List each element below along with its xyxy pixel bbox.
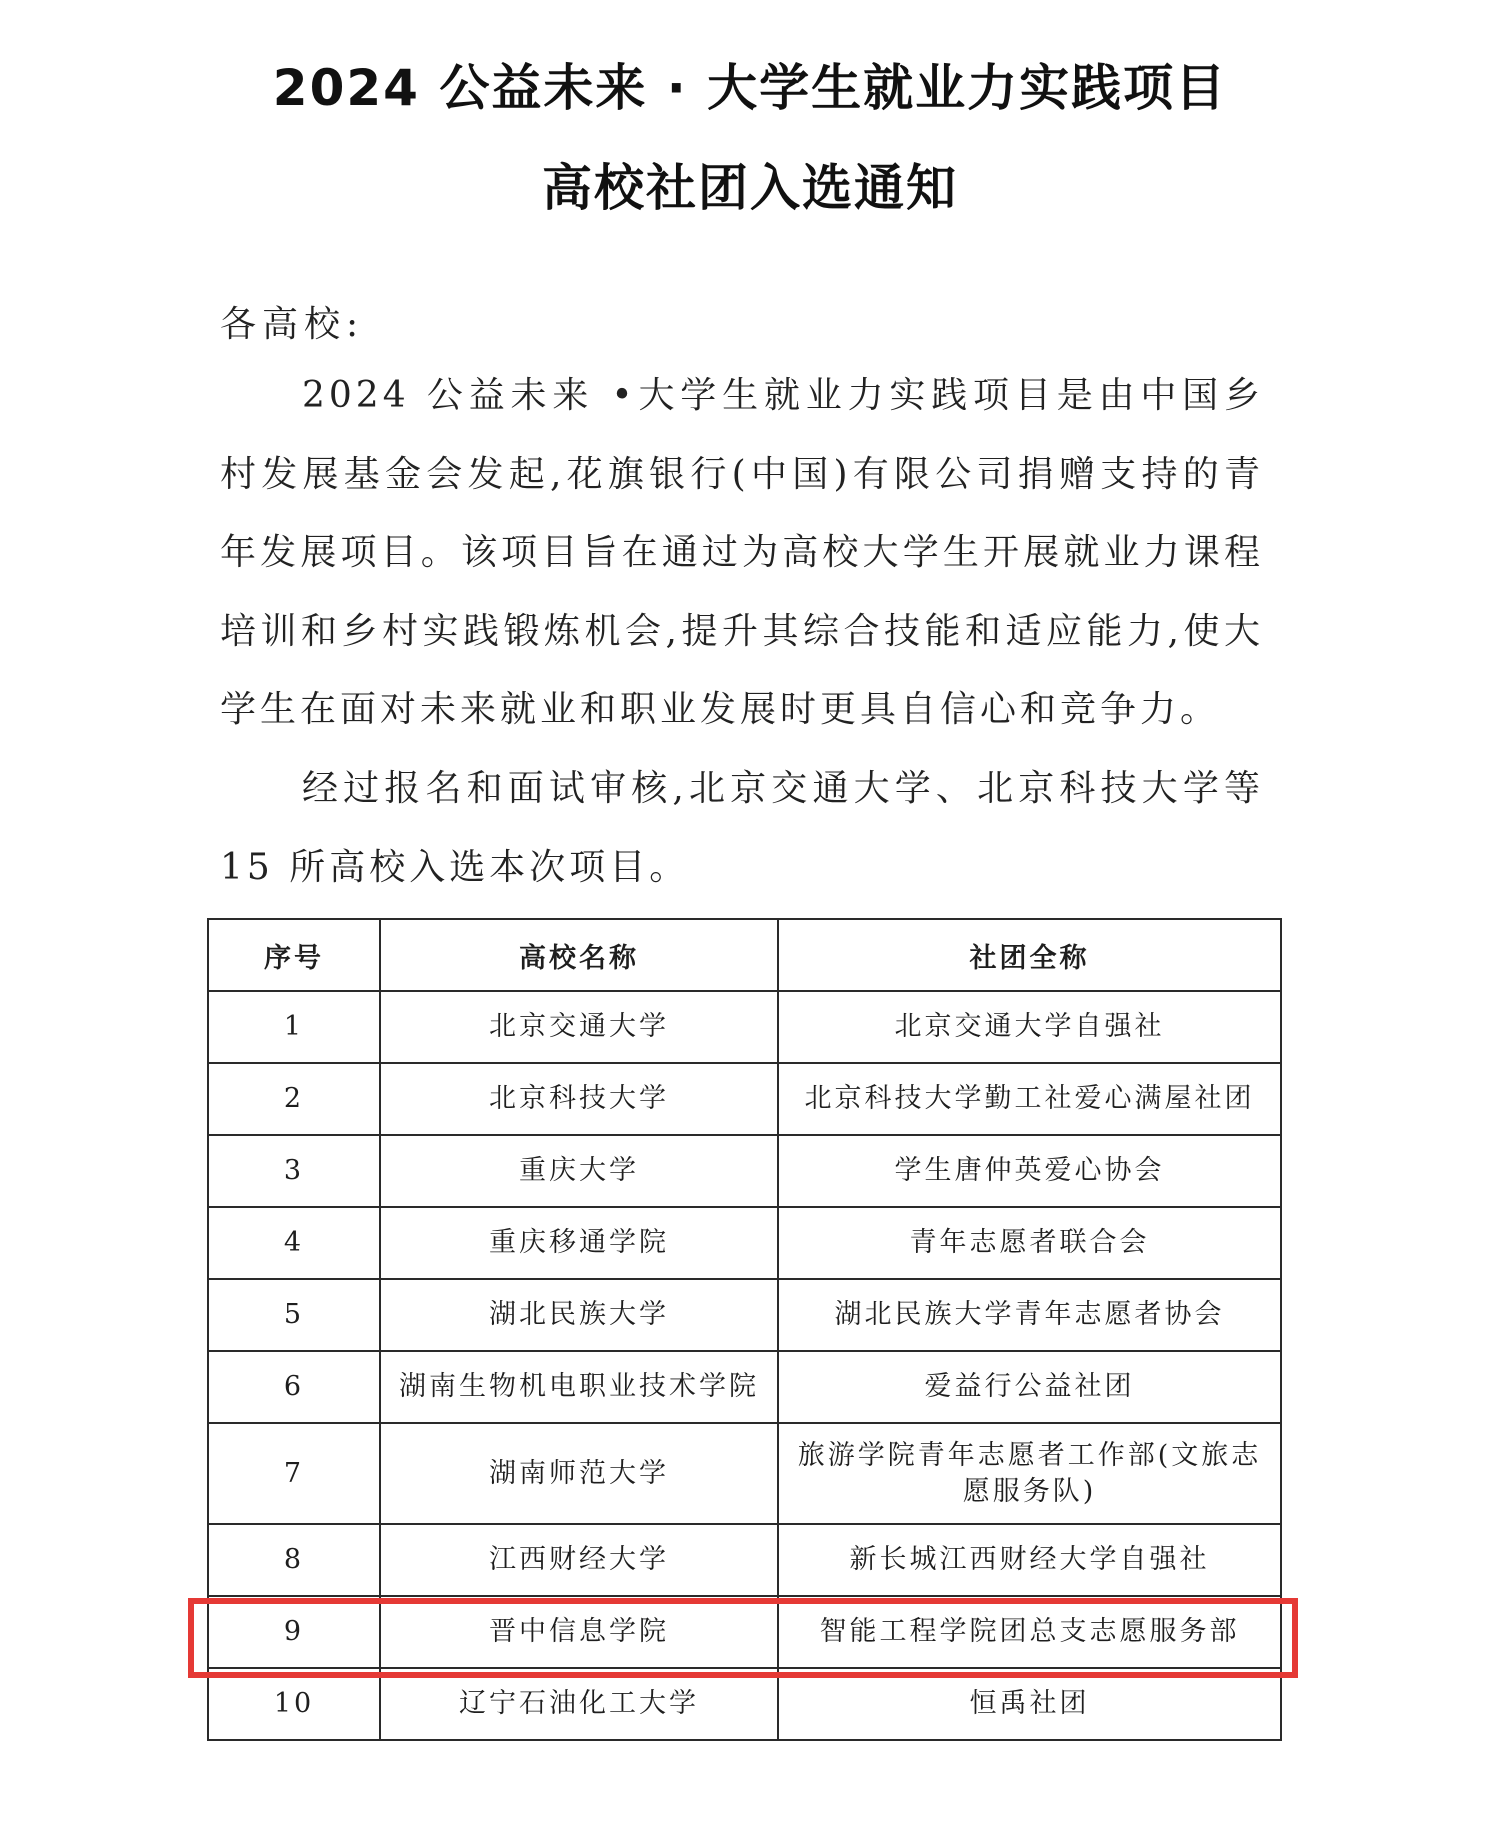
table-row — [208, 1524, 1281, 1596]
row-school: 北京科技大学 — [380, 1063, 778, 1135]
table-row — [208, 1135, 1281, 1207]
row-number: 2 — [208, 1063, 380, 1135]
red-highlight-box — [188, 1598, 1298, 1678]
table-row — [208, 991, 1281, 1063]
document-title-line-1: 2024 公益未来 · 大学生就业力实践项目 — [272, 59, 1228, 117]
row-number: 1 — [208, 991, 380, 1063]
row-school: 湖南生物机电职业技术学院 — [380, 1351, 778, 1423]
row-club: 北京交通大学自强社 — [778, 991, 1281, 1063]
row-number: 10 — [208, 1668, 380, 1740]
paragraph-project-intro: 2024 公益未来 •大学生就业力实践项目是由中国乡村发展基金会发起,花旗银行(中国)有限公司捐赠支持的青年发展项目。该项目旨在通过为高校大学生开展就业力课程培训和乡村实践锻炼机会,提升其综合技能和适应能力,使大学生在面对未来就业和职业发展时更具自信心和竞争力。 — [220, 375, 1264, 730]
row-school: 湖北民族大学 — [380, 1279, 778, 1351]
row-number: 8 — [208, 1524, 380, 1596]
row-number: 3 — [208, 1135, 380, 1207]
document-title-line-2: 高校社团入选通知 — [542, 159, 958, 217]
row-number: 6 — [208, 1351, 380, 1423]
row-school: 重庆大学 — [380, 1135, 778, 1207]
row-school: 晋中信息学院 — [380, 1596, 778, 1668]
row-club: 北京科技大学勤工社爱心满屋社团 — [778, 1063, 1281, 1135]
row-club: 学生唐仲英爱心协会 — [778, 1135, 1281, 1207]
salutation: 各高校: — [220, 304, 365, 345]
row-number: 4 — [208, 1207, 380, 1279]
header-club-name: 社团全称 — [778, 919, 1281, 991]
row-number: 7 — [208, 1423, 380, 1524]
header-school-name: 高校名称 — [380, 919, 778, 991]
row-club: 智能工程学院团总支志愿服务部 — [778, 1596, 1281, 1668]
table-row — [208, 1207, 1281, 1279]
table-row — [208, 1423, 1281, 1524]
row-school: 江西财经大学 — [380, 1524, 778, 1596]
table-header-row — [208, 919, 1281, 991]
paragraph-selection-result: 经过报名和面试审核,北京交通大学、北京科技大学等 15 所高校入选本次项目。 — [220, 768, 1264, 888]
row-school: 湖南师范大学 — [380, 1423, 778, 1524]
row-club: 恒禹社团 — [778, 1668, 1281, 1740]
row-club: 旅游学院青年志愿者工作部(文旅志愿服务队) — [778, 1423, 1281, 1524]
table-row — [208, 1063, 1281, 1135]
table-row — [208, 1668, 1281, 1740]
row-club: 新长城江西财经大学自强社 — [778, 1524, 1281, 1596]
row-club: 湖北民族大学青年志愿者协会 — [778, 1279, 1281, 1351]
row-club: 爱益行公益社团 — [778, 1351, 1281, 1423]
row-school: 北京交通大学 — [380, 991, 778, 1063]
row-club: 青年志愿者联合会 — [778, 1207, 1281, 1279]
row-school: 辽宁石油化工大学 — [380, 1668, 778, 1740]
table-row — [208, 1351, 1281, 1423]
row-school: 重庆移通学院 — [380, 1207, 778, 1279]
row-number: 9 — [208, 1596, 380, 1668]
row-number: 5 — [208, 1279, 380, 1351]
header-number: 序号 — [208, 919, 380, 991]
table-row — [208, 1279, 1281, 1351]
